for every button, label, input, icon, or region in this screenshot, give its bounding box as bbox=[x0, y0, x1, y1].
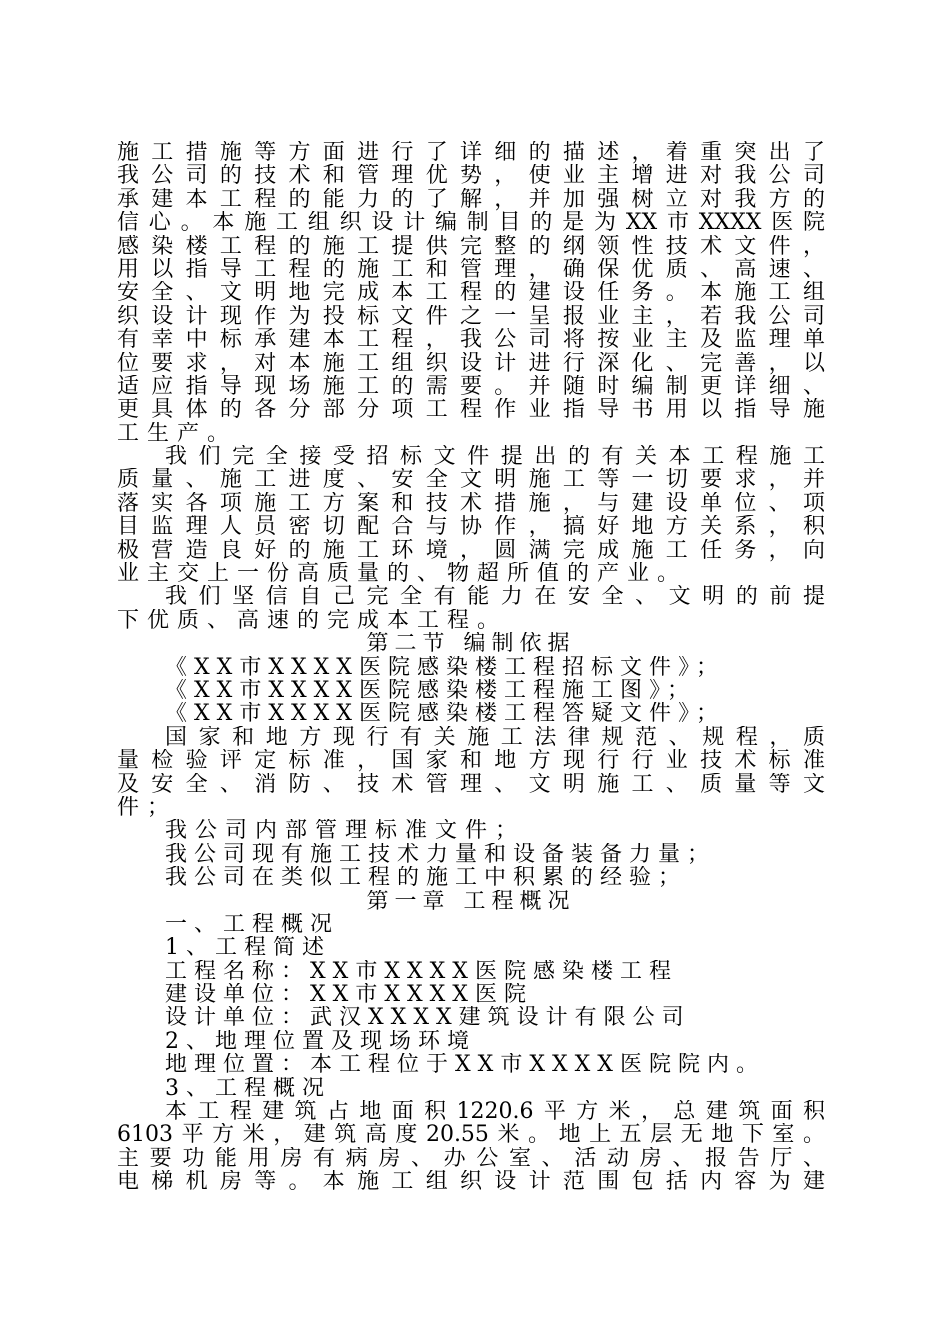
paragraph-line: 用以指导工程的施工和管理，确保优质、高速、 bbox=[117, 257, 825, 282]
document-page bbox=[117, 141, 825, 1194]
reference-item: 《XX市XXXX医院感染楼工程招标文件》； bbox=[165, 655, 725, 679]
paragraph-line: 我们坚信自己完全有能力在安全、文明的前提 bbox=[165, 585, 825, 609]
paragraph-line: 织设计现作为投标文件之一呈报业主，若我公司 bbox=[117, 304, 825, 329]
paragraph-line: 主要功能用房有病房、办公室、活动房、报告厅、 bbox=[117, 1146, 825, 1171]
paragraph-line: 落实各项施工方案和技术措施，与建设单位、项 bbox=[117, 491, 825, 516]
subheading: 3、工程概况 bbox=[165, 1076, 331, 1101]
chapter-heading: 第一章 工程概况 bbox=[366, 889, 576, 913]
reference-item: 《XX市XXXX医院感染楼工程答疑文件》； bbox=[165, 702, 725, 726]
reference-item: 我公司内部管理标准文件； bbox=[165, 819, 526, 843]
paragraph-line: 更具体的各分部分项工程作业指导书用以指导施 bbox=[117, 398, 825, 422]
info-line: 建设单位：XX市XXXX医院 bbox=[165, 983, 533, 1007]
paragraph-line: 信心。本施工组织设计编制目的是为XX市XXXX医院 bbox=[117, 211, 825, 235]
section-heading: 第二节 编制依据 bbox=[366, 632, 576, 656]
info-line: 地理位置：本工程位于XX市XXXX医院院内。 bbox=[165, 1053, 765, 1077]
info-line: 设计单位：武汉XXXX建筑设计有限公司 bbox=[165, 1006, 691, 1030]
paragraph-line: 国家和地方现行有关施工法律规范、规程，质 bbox=[165, 725, 825, 750]
paragraph-line: 承建本工程的能力的了解，并加强树立对我方的 bbox=[117, 187, 825, 212]
paragraph-line: 及安全、消防、技术管理、文明施工、质量等文 bbox=[117, 772, 825, 796]
paragraph-line: 下优质、高速的完成本工程。 bbox=[117, 608, 508, 633]
paragraph-line: 感染楼工程的施工提供完整的纲领性技术文件， bbox=[117, 234, 825, 258]
paragraph-line: 我公司的技术和管理优势，使业主增进对我公司 bbox=[117, 164, 825, 188]
paragraph-line: 6103平方米，建筑高度20.55米。地上五层无地下室。 bbox=[117, 1123, 825, 1147]
paragraph-line: 质量、施工进度、安全文明施工等一切要求，并 bbox=[117, 468, 825, 492]
paragraph-line: 有幸中标承建本工程，我公司将按业主及监理单 bbox=[117, 328, 825, 352]
subheading: 1、工程简述 bbox=[165, 936, 331, 960]
paragraph-line: 适应指导现场施工的需要。并随时编制更详细、 bbox=[117, 374, 825, 399]
paragraph-line: 我们完全接受招标文件提出的有关本工程施工 bbox=[165, 445, 825, 469]
paragraph-line: 本工程建筑占地面积1220.6平方米，总建筑面积 bbox=[165, 1100, 825, 1124]
paragraph-line: 施工措施等方面进行了详细的描述，着重突出了 bbox=[117, 141, 825, 165]
paragraph-line: 位要求，对本施工组织设计进行深化、完善，以 bbox=[117, 351, 825, 375]
reference-item: 我公司在类似工程的施工中积累的经验； bbox=[165, 866, 688, 890]
paragraph-line: 目监理人员密切配合与协作，搞好地方关系，积 bbox=[117, 515, 825, 539]
paragraph-line: 安全、文明地完成本工程的建设任务。本施工组 bbox=[117, 281, 825, 305]
subheading: 2、地理位置及现场环境 bbox=[165, 1029, 476, 1054]
paragraph-line: 件； bbox=[117, 795, 178, 820]
paragraph-line: 工生产。 bbox=[117, 421, 238, 446]
paragraph-line: 量检验评定标准，国家和地方现行行业技术标准 bbox=[117, 749, 825, 773]
paragraph-line: 电梯机房等。本施工组织设计范围包括内容为建 bbox=[117, 1170, 825, 1194]
reference-item: 我公司现有施工技术力量和设备装备力量； bbox=[165, 842, 717, 867]
paragraph-line: 业主交上一份高质量的、物超所值的产业。 bbox=[117, 562, 688, 586]
reference-item: 《XX市XXXX医院感染楼工程施工图》； bbox=[165, 678, 696, 703]
paragraph-line: 极营造良好的施工环境，圆满完成施工任务，向 bbox=[117, 538, 825, 563]
info-line: 工程名称：XX市XXXX医院感染楼工程 bbox=[165, 959, 678, 984]
subheading: 一、工程概况 bbox=[165, 912, 340, 937]
